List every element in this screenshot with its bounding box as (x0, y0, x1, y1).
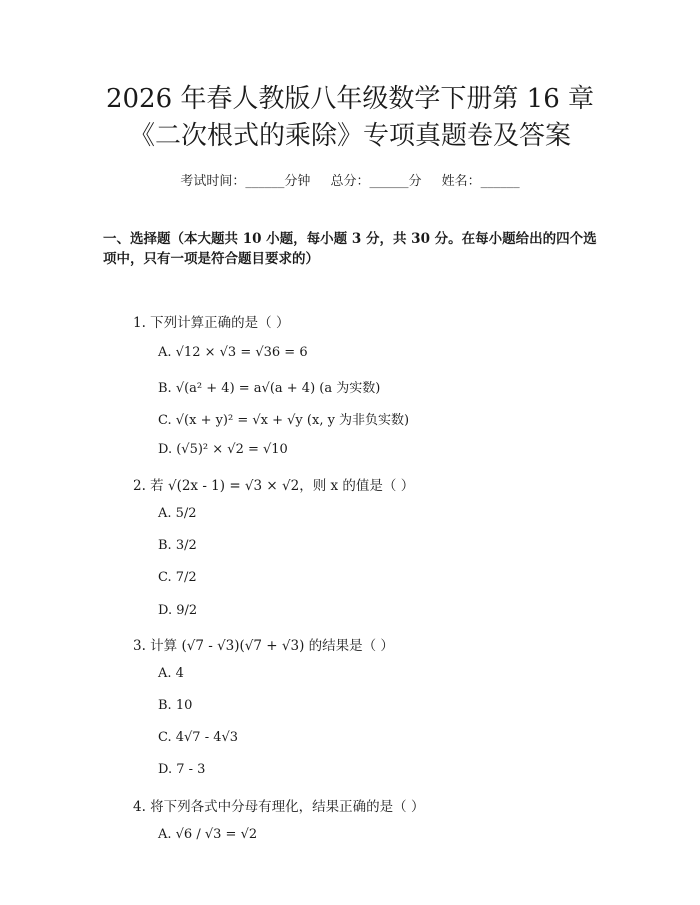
exam-title-line2: 《二次根式的乘除》专项真题卷及答案 (128, 121, 571, 151)
question-1-option-d: D. (√5)² × √2 = √10 (158, 442, 288, 457)
question-3-option-a: A. 4 (158, 666, 184, 681)
question-3-option-b: B. 10 (158, 698, 193, 713)
student-name-field: 姓名：______ (441, 174, 520, 189)
question-1-option-b: B. √(a² + 4) = a√(a + 4) (a 为实数) (158, 381, 381, 396)
question-3-stem: 3. 计算 (√7 - √3)(√7 + √3) 的结果是（ ） (133, 638, 394, 654)
total-score-field: 总分：______分 (330, 174, 422, 189)
question-2-option-c: C. 7/2 (158, 570, 197, 585)
question-4-option-a: A. √6 / √3 = √2 (158, 827, 258, 842)
question-1-option-a: A. √12 × √3 = √36 = 6 (158, 345, 308, 360)
question-1-stem: 1. 下列计算正确的是（ ） (133, 315, 290, 331)
question-2-option-d: D. 9/2 (158, 603, 198, 618)
question-3-option-d: D. 7 - 3 (158, 762, 206, 777)
question-2-option-a: A. 5/2 (158, 506, 197, 521)
question-1-option-c: C. √(x + y)² = √x + √y (x, y 为非负实数) (158, 413, 410, 428)
exam-time-field: 考试时间：______分钟 (180, 174, 311, 189)
question-2-option-b: B. 3/2 (158, 538, 197, 553)
exam-meta (0, 170, 700, 189)
question-3-option-c: C. 4√7 - 4√3 (158, 730, 239, 745)
exam-title-line1: 2026 年春人教版八年级数学下册第 16 章 (105, 84, 595, 114)
question-4-stem: 4. 将下列各式中分母有理化，结果正确的是（ ） (133, 799, 425, 815)
section-heading: 一、选择题（本大题共 10 小题，每小题 3 分，共 30 分。在每小题给出的四个选项中，只有一项是符合题目要求的） (103, 231, 597, 267)
question-2-stem: 2. 若 √(2x - 1) = √3 × √2，则 x 的值是（ ） (133, 478, 415, 494)
